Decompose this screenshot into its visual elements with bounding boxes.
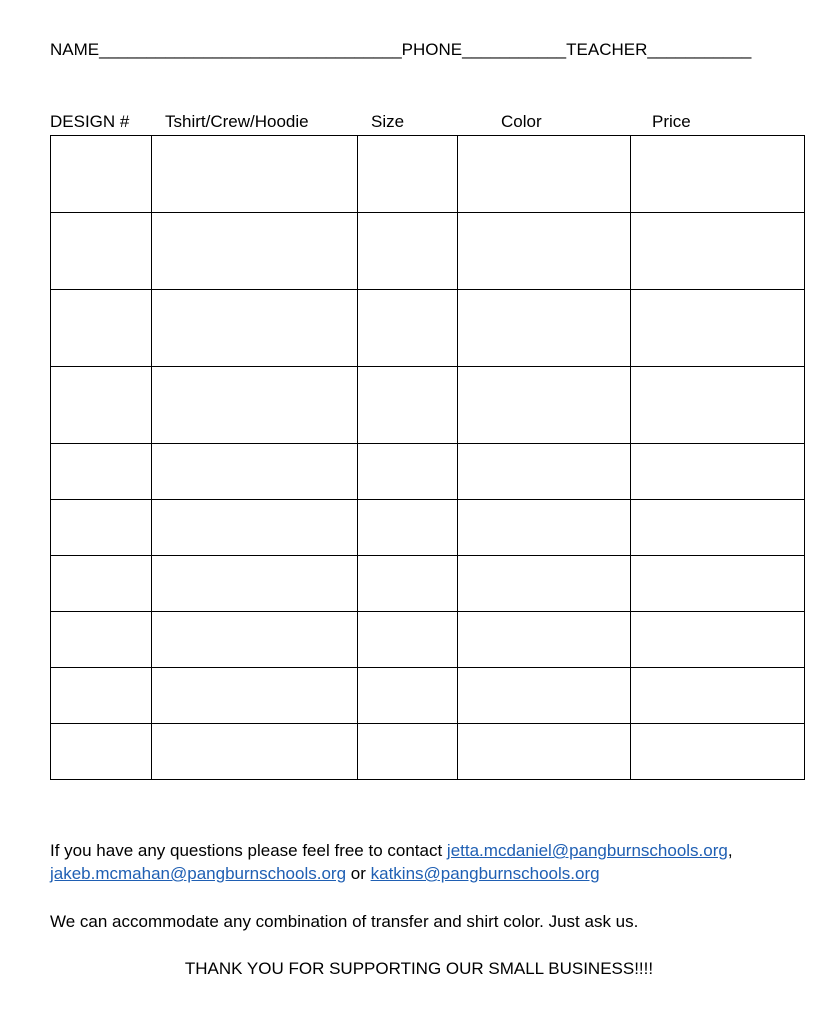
contact-or: or [346, 864, 371, 883]
table-cell[interactable] [358, 500, 458, 556]
table-row [51, 136, 805, 213]
table-cell[interactable] [152, 724, 358, 780]
table-column-headers [0, 112, 838, 132]
table-cell[interactable] [51, 290, 152, 367]
contact-separator: , [727, 841, 733, 860]
table-cell[interactable] [358, 612, 458, 668]
order-table-body [51, 136, 805, 780]
table-row [51, 556, 805, 612]
table-cell[interactable] [51, 724, 152, 780]
table-cell[interactable] [458, 444, 631, 500]
table-cell[interactable] [152, 612, 358, 668]
table-cell[interactable] [358, 724, 458, 780]
table-cell[interactable] [458, 612, 631, 668]
table-cell[interactable] [458, 724, 631, 780]
table-cell[interactable] [152, 136, 358, 213]
teacher-label: TEACHER [566, 40, 648, 59]
email-link-katkins[interactable]: katkins@pangburnschools.org [370, 864, 600, 883]
phone-label: PHONE [401, 40, 463, 59]
order-table [50, 135, 805, 780]
table-row [51, 668, 805, 724]
column-header-price: Price [652, 112, 691, 131]
table-cell[interactable] [631, 444, 805, 500]
table-cell[interactable] [631, 290, 805, 367]
teacher-field[interactable]: ___________ [647, 40, 752, 59]
table-cell[interactable] [152, 500, 358, 556]
table-row [51, 500, 805, 556]
table-cell[interactable] [152, 213, 358, 290]
table-cell[interactable] [631, 668, 805, 724]
table-cell[interactable] [458, 556, 631, 612]
table-cell[interactable] [358, 556, 458, 612]
table-cell[interactable] [51, 500, 152, 556]
table-cell[interactable] [152, 444, 358, 500]
column-header-garment: Tshirt/Crew/Hoodie [165, 112, 309, 131]
table-cell[interactable] [631, 556, 805, 612]
table-cell[interactable] [51, 367, 152, 444]
customer-info-line [50, 40, 751, 60]
table-cell[interactable] [631, 213, 805, 290]
table-row [51, 724, 805, 780]
table-cell[interactable] [358, 213, 458, 290]
email-link-jetta[interactable]: jetta.mcdaniel@pangburnschools.org [446, 841, 728, 860]
table-cell[interactable] [358, 367, 458, 444]
table-cell[interactable] [358, 444, 458, 500]
table-cell[interactable] [51, 612, 152, 668]
table-cell[interactable] [458, 213, 631, 290]
table-cell[interactable] [631, 367, 805, 444]
table-cell[interactable] [458, 668, 631, 724]
table-cell[interactable] [458, 500, 631, 556]
table-cell[interactable] [458, 290, 631, 367]
table-cell[interactable] [152, 668, 358, 724]
table-cell[interactable] [51, 556, 152, 612]
column-header-color: Color [501, 112, 542, 131]
table-cell[interactable] [51, 668, 152, 724]
table-row [51, 290, 805, 367]
table-cell[interactable] [358, 136, 458, 213]
table-cell[interactable] [458, 367, 631, 444]
thank-you-message: THANK YOU FOR SUPPORTING OUR SMALL BUSINESS!!!! [184, 959, 654, 978]
table-cell[interactable] [631, 612, 805, 668]
column-header-design: DESIGN # [50, 112, 130, 131]
table-row [51, 213, 805, 290]
table-row [51, 367, 805, 444]
accommodate-note: We can accommodate any combination of transfer and shirt color. Just ask us. [50, 912, 639, 931]
table-cell[interactable] [458, 136, 631, 213]
phone-field[interactable]: ___________ [462, 40, 567, 59]
table-row [51, 444, 805, 500]
table-cell[interactable] [51, 213, 152, 290]
contact-paragraph [50, 839, 795, 885]
table-cell[interactable] [51, 136, 152, 213]
table-cell[interactable] [631, 500, 805, 556]
email-link-jakeb[interactable]: jakeb.mcmahan@pangburnschools.org [50, 864, 347, 883]
table-cell[interactable] [358, 290, 458, 367]
table-cell[interactable] [631, 136, 805, 213]
table-row [51, 612, 805, 668]
name-label: NAME [50, 40, 100, 59]
table-cell[interactable] [152, 367, 358, 444]
column-header-size: Size [371, 112, 405, 131]
table-cell[interactable] [631, 724, 805, 780]
table-cell[interactable] [152, 290, 358, 367]
table-cell[interactable] [358, 668, 458, 724]
contact-intro: If you have any questions please feel free to contact [50, 841, 447, 860]
name-field[interactable]: ________________________________ [99, 40, 402, 59]
table-cell[interactable] [51, 444, 152, 500]
table-cell[interactable] [152, 556, 358, 612]
